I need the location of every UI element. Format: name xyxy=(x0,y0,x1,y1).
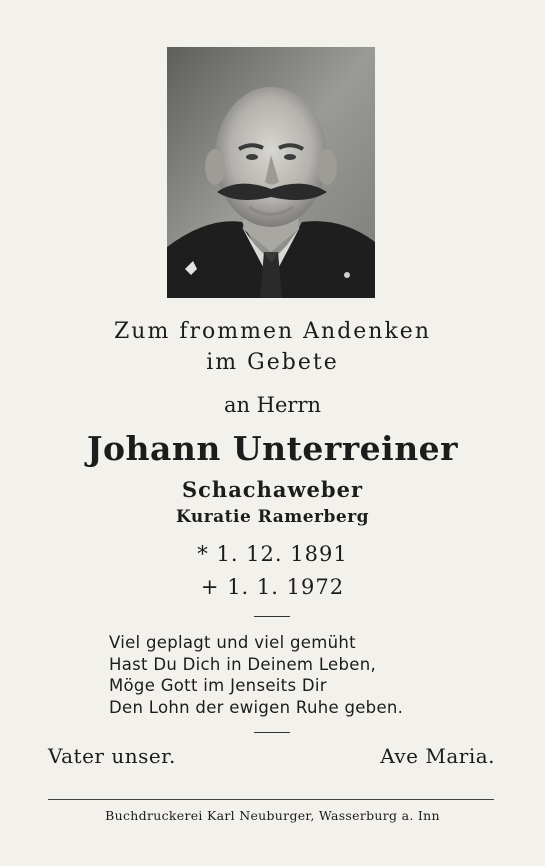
intro-line-1: Zum frommen Andenken xyxy=(114,319,431,344)
intro-line-2: im Gebete xyxy=(206,350,339,375)
verse-line: Hast Du Dich in Deinem Leben, xyxy=(109,654,377,674)
divider-middle xyxy=(254,732,290,733)
memorial-verse xyxy=(109,632,403,718)
deceased-title: Schachaweber xyxy=(181,477,364,502)
prayer-vater-unser: Vater unser. xyxy=(48,744,176,768)
parish-name: Kuratie Ramerberg xyxy=(175,507,370,527)
divider-bottom xyxy=(48,799,494,800)
intro-line-3: an Herrn xyxy=(223,393,322,417)
deceased-name: Johann Unterreiner xyxy=(86,429,459,468)
prayer-ave-maria: Ave Maria. xyxy=(380,744,495,768)
divider-top xyxy=(254,616,290,617)
printer-credit: Buchdruckerei Karl Neuburger, Wasserburg a. Inn xyxy=(105,808,440,823)
verse-line: Viel geplagt und viel gemüht xyxy=(109,633,356,652)
portrait-photo xyxy=(167,47,375,298)
birth-date: * 1. 12. 1891 xyxy=(197,542,348,566)
death-date: + 1. 1. 1972 xyxy=(200,575,345,599)
verse-line: Möge Gott im Jenseits Dir xyxy=(109,676,327,695)
verse-line: Den Lohn der ewigen Ruhe geben. xyxy=(109,697,404,717)
